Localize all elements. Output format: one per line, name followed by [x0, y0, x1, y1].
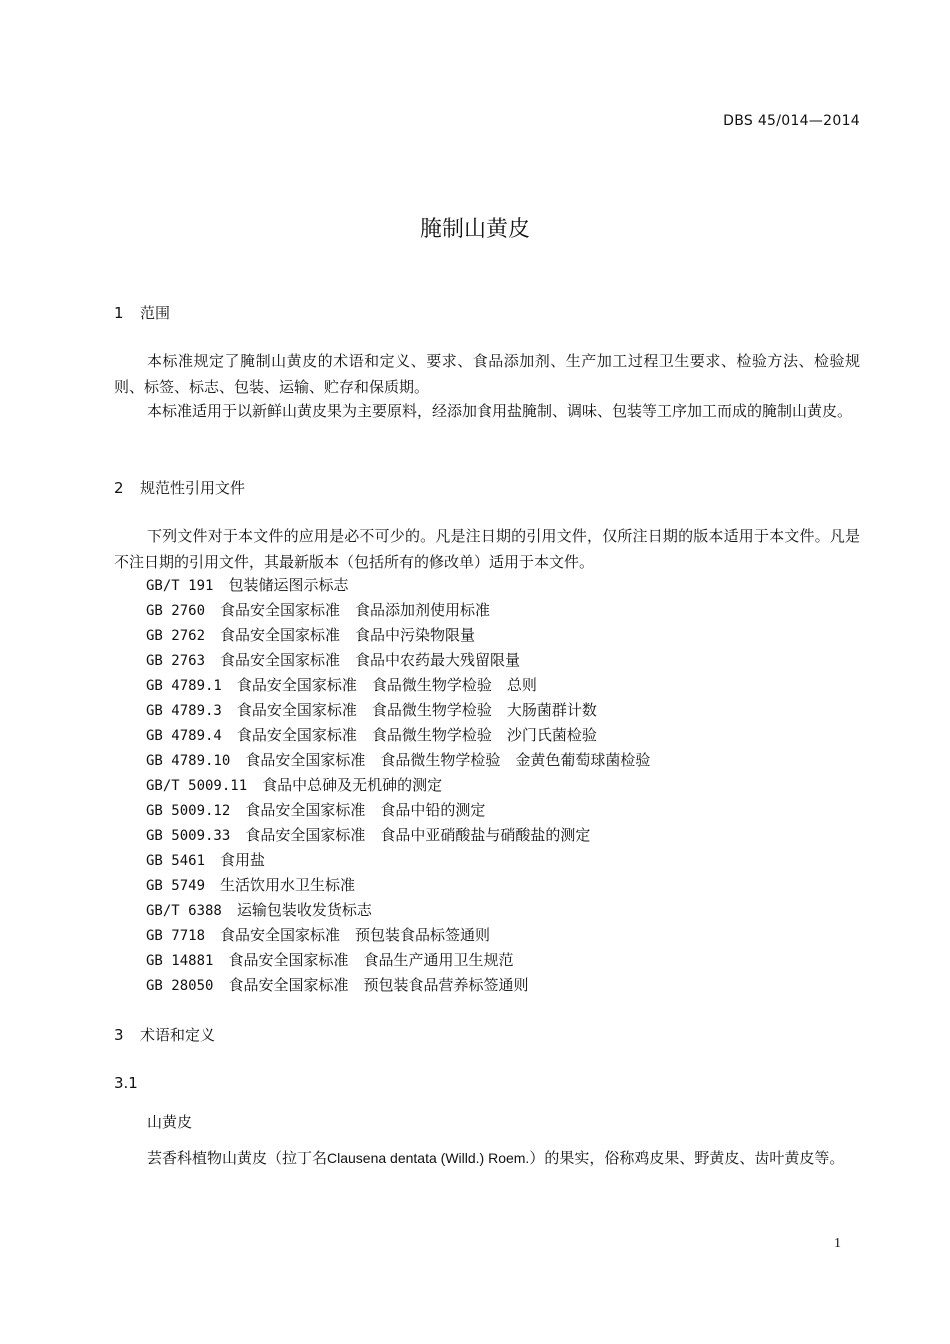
section-title: 术语和定义: [140, 1026, 216, 1044]
reference-item: [146, 698, 650, 723]
document-title: 腌制山黄皮: [419, 217, 530, 242]
reference-title: 食品安全国家标准 食品生产通用卫生规范: [228, 951, 514, 969]
reference-code: GB 28050: [146, 978, 214, 994]
section-number: 1: [114, 304, 124, 322]
reference-title: 食品安全国家标准 食品中亚硝酸盐与硝酸盐的测定: [245, 826, 591, 844]
reference-item: [146, 798, 650, 823]
reference-code: GB/T 6388: [146, 903, 222, 919]
reference-item: [146, 823, 650, 848]
reference-item: [146, 923, 650, 948]
reference-code: GB 14881: [146, 953, 214, 969]
reference-title: 包装储运图示标志: [228, 576, 349, 594]
section-number: 3: [114, 1026, 124, 1044]
reference-item: [146, 848, 650, 873]
reference-item: [146, 898, 650, 923]
reference-code: GB 5461: [146, 853, 206, 869]
reference-code: GB 5749: [146, 878, 206, 894]
reference-title: 食品安全国家标准 食品微生物学检验 总则: [236, 676, 537, 694]
reference-code: GB 5009.12: [146, 803, 231, 819]
reference-item: [146, 723, 650, 748]
section-heading-terms-and-definitions: [114, 1024, 215, 1045]
reference-title: 食品中总砷及无机砷的测定: [262, 776, 443, 794]
references-intro-paragraph: 下列文件对于本文件的应用是必不可少的。凡是注日期的引用文件，仅所注日期的版本适用于本文件。凡是不注日期的引用文件，其最新版本（包括所有的修改单）适用于本文件。: [114, 527, 860, 571]
latin-name: Clausena dentata (Willd.) Roem.: [327, 1150, 530, 1166]
standard-code: DBS 45/014—2014: [723, 113, 860, 129]
reference-title: 运输包装收发货标志: [236, 901, 372, 919]
reference-title: 食品安全国家标准 食品添加剂使用标准: [220, 601, 491, 619]
section-heading-normative-references: [114, 477, 245, 498]
section-title: 范围: [140, 304, 171, 322]
reference-code: GB 2763: [146, 653, 206, 669]
reference-item: [146, 973, 650, 998]
reference-code: GB 7718: [146, 928, 206, 944]
reference-code: GB 2760: [146, 603, 206, 619]
reference-item: [146, 673, 650, 698]
reference-item: [146, 948, 650, 973]
reference-item: [146, 873, 650, 898]
reference-title: 食品安全国家标准 预包装食品标签通则: [220, 926, 491, 944]
reference-item: [146, 648, 650, 673]
reference-list: [146, 573, 650, 998]
section-heading-scope: [114, 302, 170, 323]
reference-code: GB 2762: [146, 628, 206, 644]
reference-code: GB 5009.33: [146, 828, 231, 844]
definition-text: 芸香科植物山黄皮（拉丁名: [147, 1149, 328, 1167]
reference-code: GB 4789.4: [146, 728, 222, 744]
reference-title: 生活饮用水卫生标准: [220, 876, 356, 894]
page-number: 1: [834, 1236, 841, 1251]
scope-paragraph-1: 本标准规定了腌制山黄皮的术语和定义、要求、食品添加剂、生产加工过程卫生要求、检验方法、检验规则、标签、标志、包装、运输、贮存和保质期。: [114, 352, 860, 396]
reference-code: GB 4789.10: [146, 753, 231, 769]
reference-item: [146, 773, 650, 798]
reference-item: [146, 748, 650, 773]
reference-item: [146, 573, 650, 598]
reference-title: 食品安全国家标准 食品中污染物限量: [220, 626, 476, 644]
section-number: 2: [114, 479, 124, 497]
definition-text: ）的果实，俗称鸡皮果、野黄皮、齿叶黄皮等。: [529, 1149, 845, 1167]
term-name: 山黄皮: [147, 1113, 193, 1131]
reference-code: GB 4789.1: [146, 678, 222, 694]
reference-code: GB 4789.3: [146, 703, 222, 719]
reference-code: GB/T 191: [146, 578, 214, 594]
clause-number: 3.1: [114, 1074, 138, 1092]
reference-title: 食品安全国家标准 食品中铅的测定: [245, 801, 486, 819]
section-title: 规范性引用文件: [140, 479, 246, 497]
scope-paragraph-2: 本标准适用于以新鲜山黄皮果为主要原料，经添加食用盐腌制、调味、包装等工序加工而成的腌制山黄皮。: [147, 402, 853, 420]
reference-title: 食品安全国家标准 食品微生物学检验 大肠菌群计数: [236, 701, 597, 719]
reference-title: 食品安全国家标准 食品微生物学检验 沙门氏菌检验: [236, 726, 597, 744]
reference-code: GB/T 5009.11: [146, 778, 248, 794]
reference-title: 食品安全国家标准 预包装食品营养标签通则: [228, 976, 529, 994]
reference-item: [146, 623, 650, 648]
reference-item: [146, 598, 650, 623]
term-definition: [114, 1145, 860, 1171]
reference-title: 食用盐: [220, 851, 266, 869]
reference-title: 食品安全国家标准 食品微生物学检验 金黄色葡萄球菌检验: [245, 751, 651, 769]
reference-title: 食品安全国家标准 食品中农药最大残留限量: [220, 651, 521, 669]
